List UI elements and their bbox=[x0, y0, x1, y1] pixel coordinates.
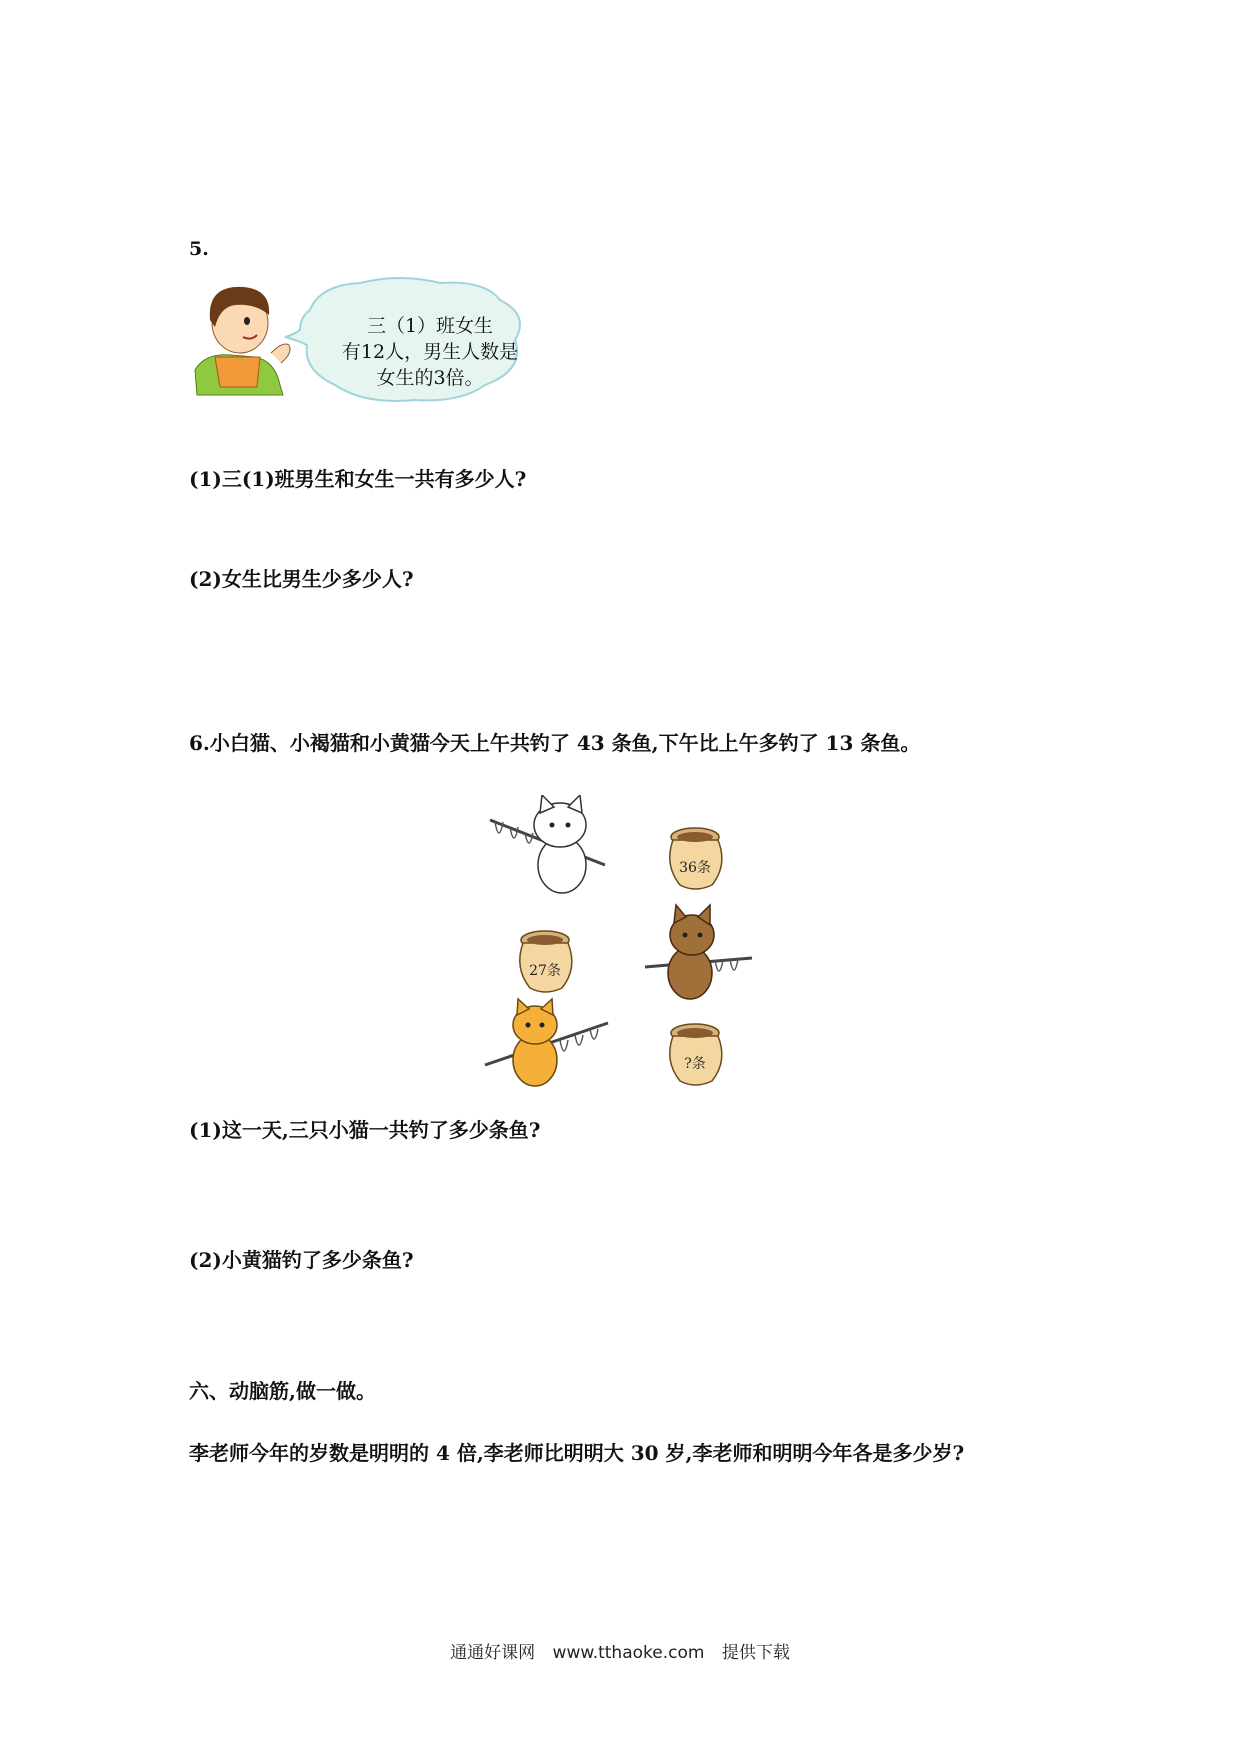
yellow-cat-icon bbox=[485, 999, 608, 1086]
bubble-line-2: 有12人，男生人数是 bbox=[341, 341, 519, 363]
bubble-line-3: 女生的3倍。 bbox=[376, 367, 484, 389]
problem-6-statement: 6.小白猫、小褐猫和小黄猫今天上午共钓了 43 条鱼,下午比上午多钓了 13 条鱼。 bbox=[189, 731, 921, 755]
speech-bubble-text bbox=[320, 313, 540, 391]
cats-fishing-illustration bbox=[480, 795, 770, 1095]
problem-6-question-1: (1)这一天,三只小猫一共钓了多少条鱼? bbox=[189, 1118, 541, 1142]
jar-label-27: 27条 bbox=[529, 963, 561, 979]
problem-6-question-2: (2)小黄猫钓了多少条鱼? bbox=[189, 1248, 414, 1272]
boy-icon bbox=[195, 287, 290, 395]
problem-5-number: 5. bbox=[189, 238, 209, 260]
jar-label-36: 36条 bbox=[679, 860, 711, 876]
white-cat-icon bbox=[490, 795, 605, 893]
footer-site-name: 通通好课网 bbox=[450, 1643, 536, 1663]
bubble-line-1: 三（1）班女生 bbox=[366, 315, 494, 337]
footer bbox=[0, 1638, 1240, 1663]
section-6-heading: 六、动脑筋,做一做。 bbox=[189, 1379, 376, 1403]
jar-label-unknown: ?条 bbox=[684, 1056, 706, 1072]
jar-27-icon bbox=[520, 931, 572, 992]
section-6-question: 李老师今年的岁数是明明的 4 倍,李老师比明明大 30 岁,李老师和明明今年各是多少岁? bbox=[189, 1441, 965, 1465]
footer-suffix: 提供下载 bbox=[721, 1643, 790, 1663]
footer-url[interactable]: www.tthaoke.com bbox=[552, 1643, 705, 1663]
jar-36-icon bbox=[670, 828, 722, 889]
problem-5-question-1: (1)三(1)班男生和女生一共有多少人? bbox=[189, 467, 527, 491]
brown-cat-icon bbox=[645, 905, 752, 999]
problem-5-question-2: (2)女生比男生少多少人? bbox=[189, 567, 414, 591]
jar-unknown-icon bbox=[670, 1024, 722, 1085]
